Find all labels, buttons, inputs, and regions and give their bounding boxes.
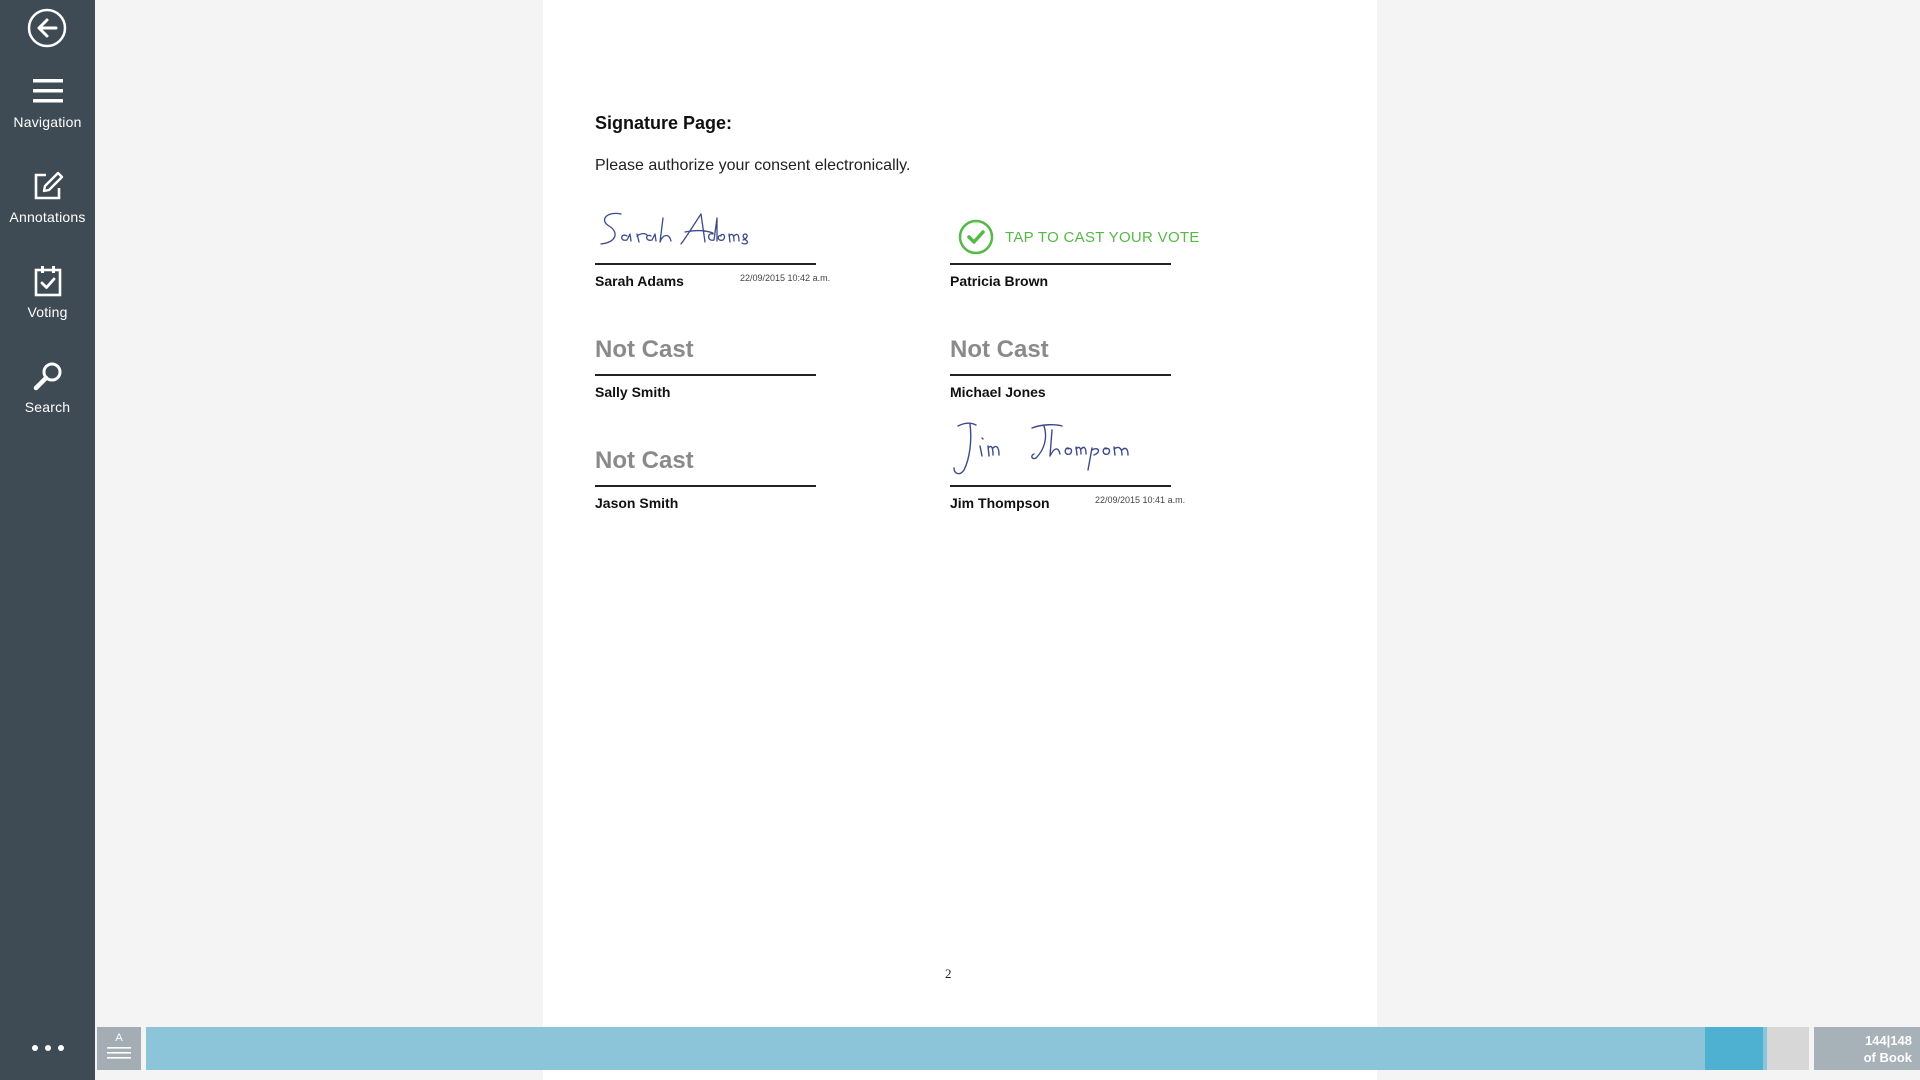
page-thumbnail-button[interactable] [97,1027,141,1070]
vote-status: Not Cast [595,447,694,474]
sidebar [0,0,95,1080]
cast-vote-label: TAP TO CAST YOUR VOTE [1005,228,1200,246]
signature-line [595,263,816,265]
edit-icon [31,169,65,203]
signatory-name: Sally Smith [595,384,671,400]
signatory-name: Sarah Adams [595,273,684,289]
current-page-marker[interactable] [1705,1027,1763,1070]
signature-line [950,263,1171,265]
page-number: 2 [945,966,952,981]
signatory-name: Jim Thompson [950,495,1050,511]
page-counter [1814,1027,1920,1070]
page-separator: | [1886,1033,1891,1048]
signatory-name: Patricia Brown [950,273,1049,289]
handwritten-signature [952,420,1162,483]
signature-line [950,485,1171,487]
hamburger-icon [31,74,65,108]
progress-remaining [1767,1027,1809,1070]
calendar-check-icon [31,264,65,298]
back-arrow-icon [27,8,67,48]
signature-timestamp: 22/09/2015 10:42 a.m. [740,273,831,283]
page-scope-label: of Book [1863,1050,1912,1065]
sidebar-item-label: Annotations [9,209,86,225]
sidebar-item-search[interactable] [0,359,95,415]
cast-vote-button[interactable] [958,219,1200,255]
current-page: 144 [1864,1033,1887,1048]
document-page [543,0,1377,1080]
vote-status: Not Cast [950,336,1049,363]
more-options-button[interactable] [0,1036,95,1060]
sidebar-item-label: Search [24,399,71,415]
sidebar-item-label: Navigation [13,114,82,130]
check-circle-icon [958,219,994,255]
vote-status: Not Cast [595,336,694,363]
signature-timestamp: 22/09/2015 10:41 a.m. [1095,495,1186,505]
signatory-name: Michael Jones [950,384,1046,400]
sidebar-item-navigation[interactable] [0,74,95,130]
more-dots-icon [32,1045,38,1051]
back-button[interactable] [27,8,67,48]
signature-line [595,374,816,376]
total-pages: 148 [1890,1033,1912,1048]
sidebar-item-annotations[interactable] [0,169,95,225]
sidebar-item-label: Voting [27,304,68,320]
search-icon [31,359,65,393]
signature-line [595,485,816,487]
thumbnail-letter: A [115,1032,123,1044]
signature-line [950,374,1171,376]
sidebar-item-voting[interactable] [0,264,95,320]
handwritten-signature [597,206,777,261]
page-title: Signature Page: [595,113,733,133]
signatory-name: Jason Smith [595,495,679,511]
text-lines-icon [107,1045,131,1061]
page-progress-bar[interactable] [146,1027,1809,1070]
instruction-text: Please authorize your consent electronically. [595,157,911,174]
